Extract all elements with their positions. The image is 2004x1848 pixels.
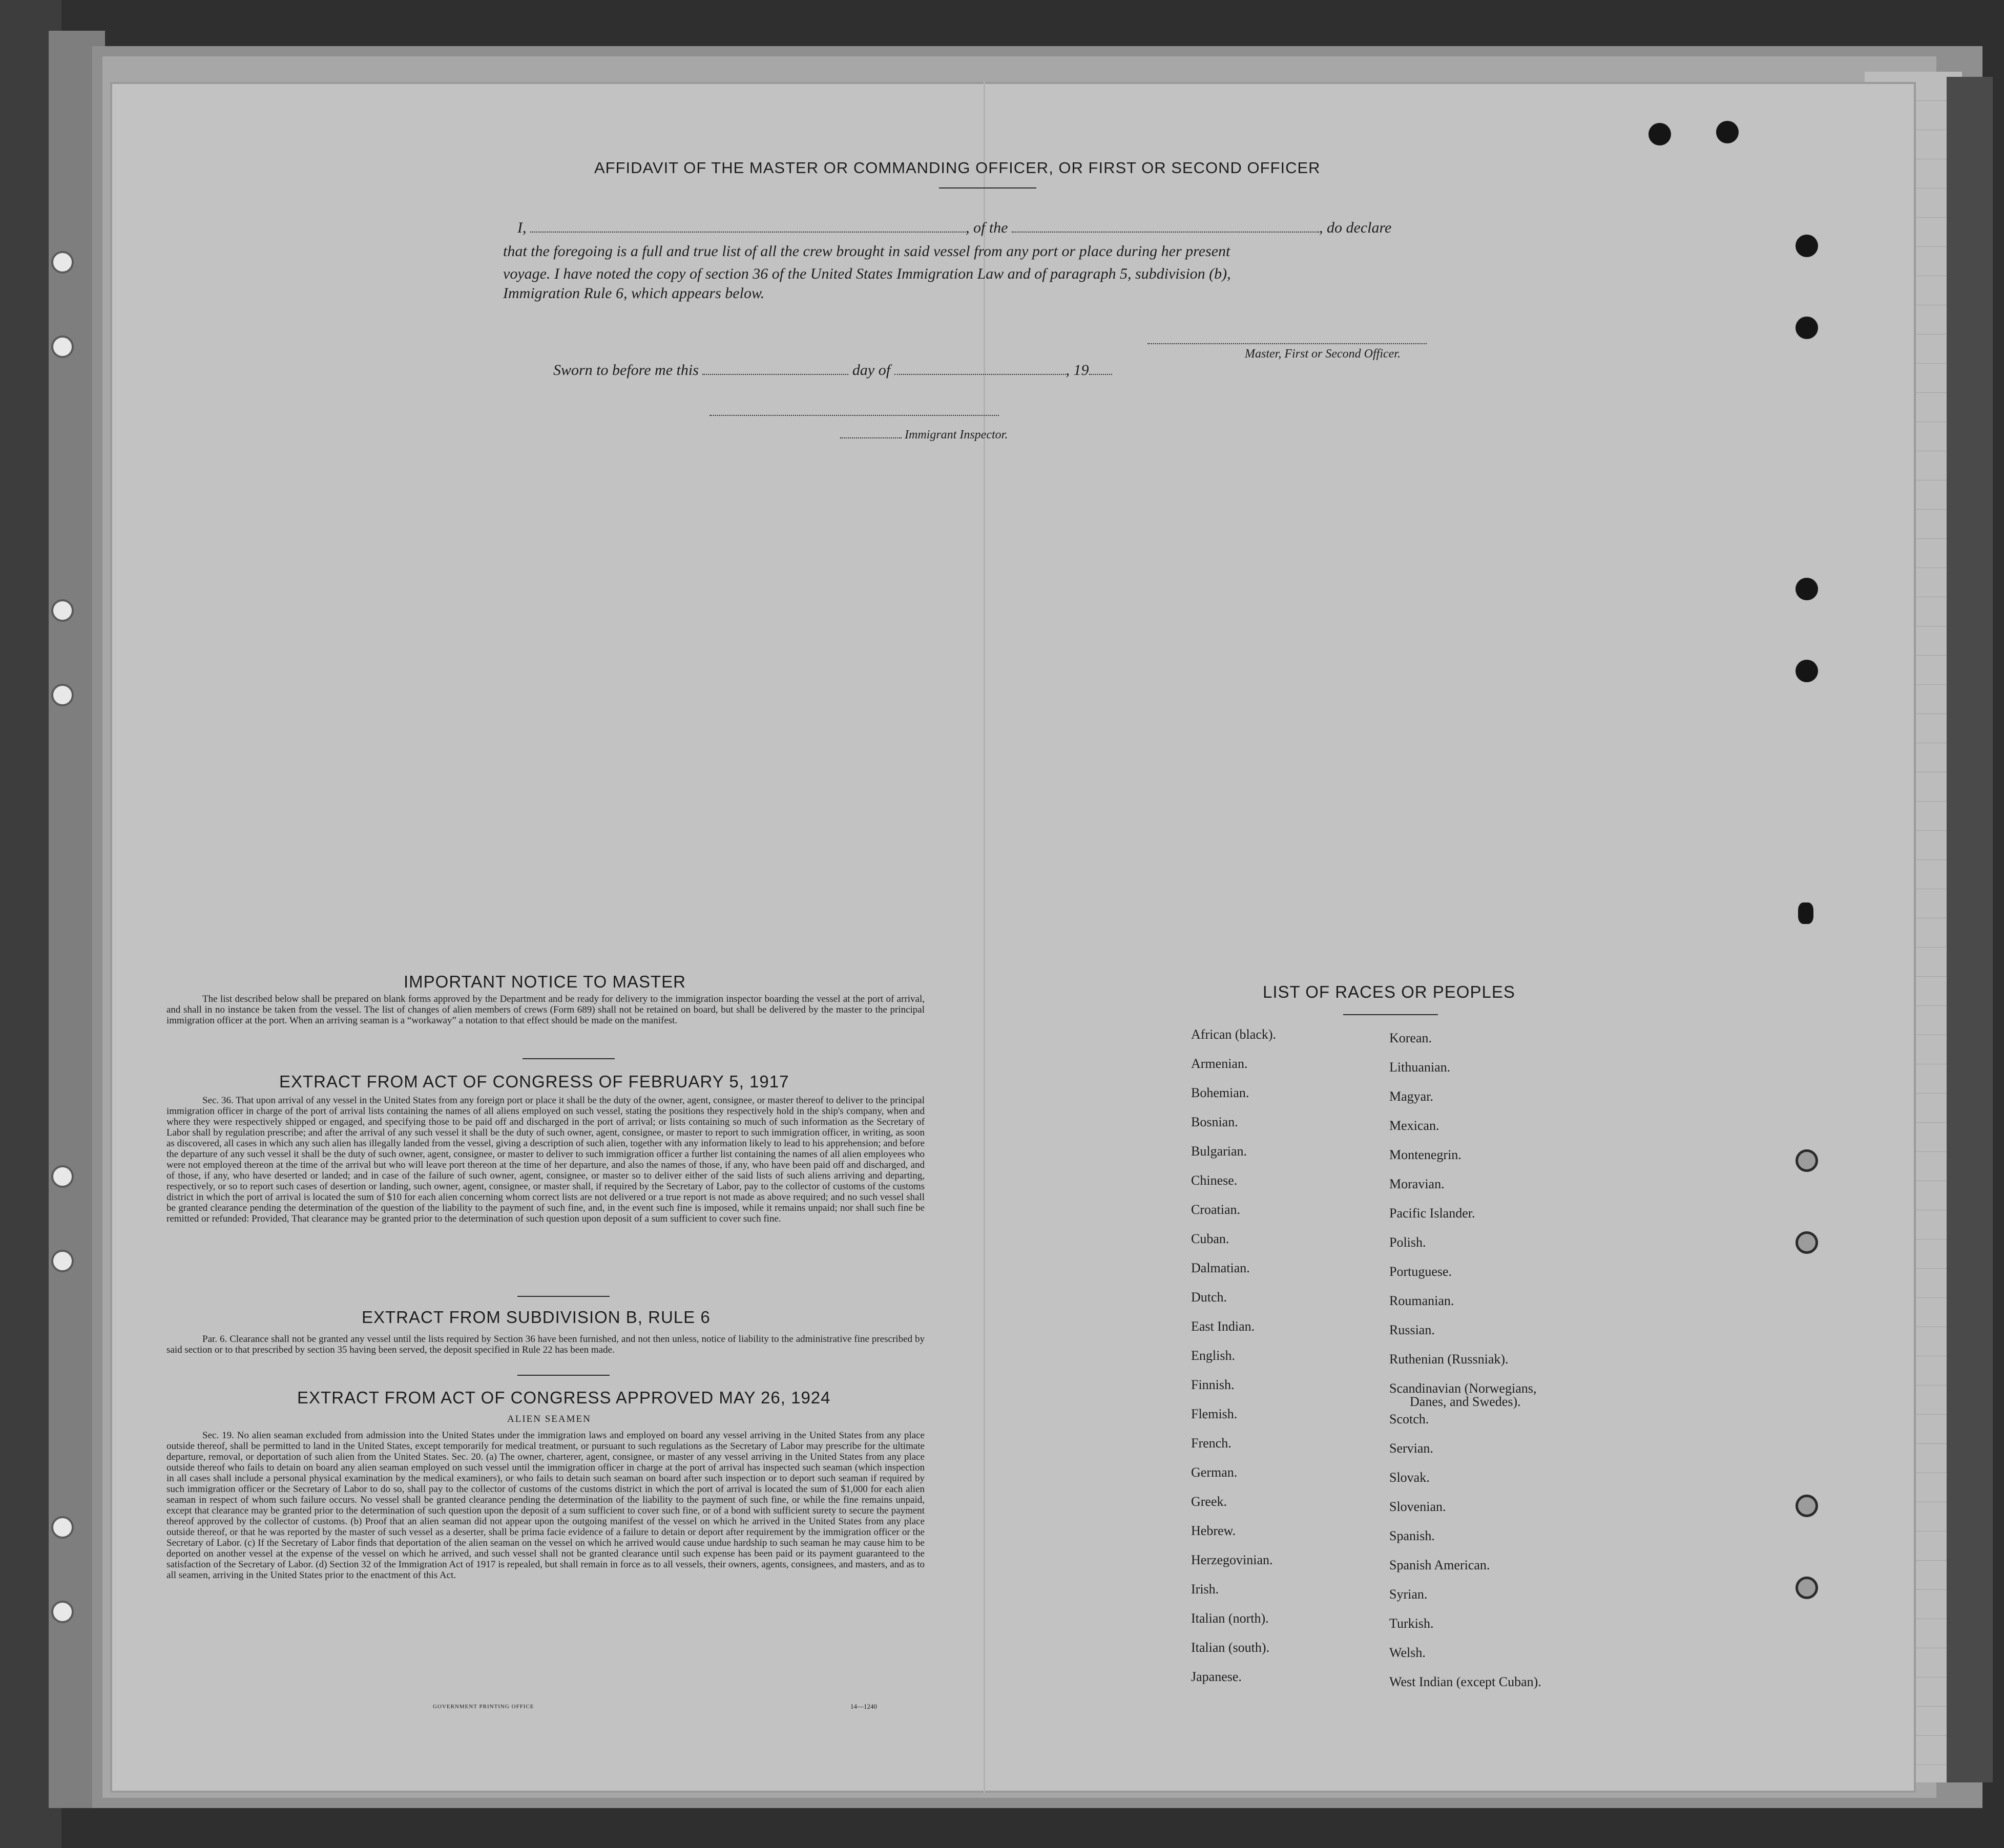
form-number: 14—1240 — [850, 1703, 877, 1710]
race-item: Ruthenian (Russniak). — [1389, 1352, 1509, 1367]
race-item: Finnish. — [1191, 1377, 1235, 1392]
inspector-label — [840, 428, 1008, 442]
race-item: Korean. — [1389, 1031, 1432, 1045]
binder-hole — [51, 1165, 74, 1188]
race-item: Polish. — [1389, 1235, 1426, 1250]
inspector-label-text: Immigrant Inspector. — [905, 428, 1008, 442]
extract-rule6-body: Par. 6. Clearance shall not be granted any vessel until the lists required by Section 36 have been furnished, and not then unless, notice of liability to the administrative fine prescribed by said section or to that prescribed by section 35 having been served, the deposit specified in Rule 22 has been made. — [166, 1334, 925, 1355]
race-item: Lithuanian. — [1389, 1060, 1451, 1075]
affidavit-line-3: voyage. I have noted the copy of section 36 of the United States Immigration Law and of paragraph 5, subdivision (b), — [503, 265, 1231, 282]
race-item: Italian (south). — [1191, 1640, 1270, 1655]
race-item: African (black). — [1191, 1027, 1277, 1042]
race-item: Cuban. — [1191, 1231, 1229, 1246]
master-signature-line[interactable] — [1147, 343, 1427, 344]
section-divider — [523, 1058, 615, 1059]
affidavit-of-the: , of the — [966, 219, 1008, 236]
race-item: Greek. — [1191, 1494, 1227, 1509]
race-item: Spanish American. — [1389, 1558, 1490, 1572]
race-item: Italian (north). — [1191, 1611, 1269, 1626]
race-item: Welsh. — [1389, 1645, 1426, 1660]
sworn-prefix: Sworn to before me this — [553, 362, 699, 379]
race-item: Herzegovinian. — [1191, 1552, 1273, 1567]
inspector-leader — [840, 434, 902, 438]
race-item: Turkish. — [1389, 1616, 1434, 1631]
race-item: Mexican. — [1389, 1118, 1439, 1133]
vessel-field[interactable] — [1012, 228, 1319, 233]
affidavit-title: AFFIDAVIT OF THE MASTER OR COMMANDING OFFICER, OR FIRST OR SECOND OFFICER — [594, 159, 1321, 177]
punch-hole — [1796, 235, 1818, 257]
race-item: Dutch. — [1191, 1290, 1227, 1305]
punch-hole — [1648, 123, 1671, 145]
race-item: Chinese. — [1191, 1173, 1238, 1188]
extract-1924-body: Sec. 19. No alien seaman excluded from admission into the United States under the immigration laws and employed on board any vessel arriving in the United States from any place outside thereof, shall be permitted to land in the United States, except temporarily for medical treatment, or pursuant to such regulations as the Secretary of Labor may prescribe for the ultimate departure, removal, or deportation of such alien from the United States. Sec. 20. (a) The owner, charterer, agent, consignee, or master of any vessel arriving in the United States from any place outside thereof who fails to detain on board any alien seaman employed on such vessel until the immigration officer in charge at the port of arrival has inspected such seaman (which inspection in all cases shall include a personal physical examination by the medical examiners), or who fails to detain such seaman on board after such inspection or to deport such seaman if required by such immigration officer or the Secretary of Labor to do so, shall pay to the collector of customs of the customs district in which the port of arrival is located the sum of $1,000 for each alien seaman in respect of whom such failure occurs. No vessel shall be granted clearance pending the determination of the liability to the payment of such fine, or while the fine remains unpaid, except that clearance may be granted prior to the determination of such question upon the deposit of a sum sufficient to cover such fine, or of a bond with sufficient surety to secure the payment thereof approved by the collector of customs. (b) Proof that an alien seaman did not appear upon the outgoing manifest of the vessel on which he arrived in the United States from any place outside thereof, or that he was reported by the master of such vessel as a deserter, shall be prima facie evidence of a failure to detain or deport after requirement by the immigration officer or the Secretary of Labor. (c) If the Secretary of Labor finds that deportation of the alien seaman on the vessel on which he arrived would cause undue hardship to such seaman he may cause him to be deported on another vessel at the expense of the vessel on which he arrived, and such vessel shall not be granted clearance until such expense has been paid or its payment guaranteed to the satisfaction of the Secretary of Labor. (d) Section 32 of the Immigration Act of 1917 is repealed, but shall remain in force as to all vessels, their owners, agents, consignees, and masters, and as to all seamen, arriving in the United States prior to the enactment of this Act. — [166, 1430, 925, 1581]
notice-title: IMPORTANT NOTICE TO MASTER — [404, 972, 686, 991]
sworn-day-of: day of — [852, 362, 891, 379]
binder-hole — [51, 251, 74, 274]
race-item: Hebrew. — [1191, 1523, 1236, 1538]
punch-hole — [1796, 317, 1818, 339]
binder-edge — [1947, 77, 1993, 1782]
race-item: Flemish. — [1191, 1406, 1238, 1421]
punch-hole — [1716, 121, 1739, 143]
extract-1924-title: EXTRACT FROM ACT OF CONGRESS APPROVED MAY 26, 1924 — [297, 1388, 831, 1407]
race-item: Scandinavian (Norwegians, — [1389, 1381, 1537, 1396]
race-item: Montenegrin. — [1389, 1147, 1462, 1162]
race-item: French. — [1191, 1436, 1231, 1451]
race-item: Bosnian. — [1191, 1115, 1238, 1129]
race-item: Dalmatian. — [1191, 1261, 1250, 1275]
sworn-year-field[interactable] — [1089, 371, 1112, 375]
master-label: Master, First or Second Officer. — [1245, 347, 1401, 361]
extract-1917-title: EXTRACT FROM ACT OF CONGRESS OF FEBRUARY 5, 1917 — [279, 1072, 789, 1091]
race-item: Slovak. — [1389, 1470, 1430, 1485]
punch-hole — [1796, 578, 1818, 600]
race-item: Irish. — [1191, 1582, 1219, 1597]
extract-1924-subtitle: ALIEN SEAMEN — [507, 1414, 591, 1424]
extract-rule6-title: EXTRACT FROM SUBDIVISION B, RULE 6 — [362, 1308, 711, 1327]
punch-hole — [1796, 1149, 1818, 1172]
race-item: Armenian. — [1191, 1056, 1248, 1071]
race-item: Scotch. — [1389, 1412, 1429, 1426]
inspector-signature-line[interactable] — [709, 415, 999, 416]
sworn-line — [553, 362, 1112, 379]
sworn-month-field[interactable] — [894, 371, 1066, 375]
affidavit-line-2: that the foregoing is a full and true list of all the crew brought in said vessel from any port or place during her present — [503, 243, 1230, 260]
race-item: Syrian. — [1389, 1587, 1428, 1602]
extract-1917-body: Sec. 36. That upon arrival of any vessel in the United States from any foreign port or place it shall be the duty of the owner, agent, consignee, or master thereof to deliver to the principal immigration officer in charge of the port of arrival lists containing the names of all aliens employed on such vessel, stating the positions they respectively hold in the ship's company, when and where they were respectively shipped or engaged, and specifying those to be paid off and discharged in the port of arrival; or lists containing so much of such information as the Secretary of Labor shall by regulation prescribe; and after the arrival of any such vessel it shall be the duty of such owner, agent, consignee, or master to report to such immigration officer, in writing, as soon as discovered, all cases in which any such alien has illegally landed from the vessel, giving a description of such alien, together with any information likely to lead to his apprehension; and before the departure of any such vessel it shall be the duty of such owner, agent, consignee, or master to deliver to such immigration officer a further list containing the names of all alien employees who were not employed thereon at the time of the arrival but who will leave port thereon at the time of her departure, and also the names of those, if any, who have been paid off and discharged, and of those, if any, who have deserted or landed; and in case of the failure of such owner, agent, consignee, or master so to deliver either of the said lists of such aliens arriving and departing, respectively, or so to report such cases of desertion or landing, such owner, agent, consignee, or master shall, if required by the Secretary of Labor, pay to the collector of customs of the customs district in which the port of arrival is located the sum of $10 for each alien concerning whom correct lists are not delivered or a true report is not made as above required; and no such vessel shall be granted clearance pending the determination of the question of the liability to the payment of such fine, and, in the event such fine is imposed, while it remains unpaid; nor shall such fine be remitted or refunded: Provided, That clearance may be granted prior to the determination of such question upon deposit of a sum sufficient to cover such fine. — [166, 1095, 925, 1224]
punch-hole — [1796, 1231, 1818, 1254]
notice-body: The list described below shall be prepared on blank forms approved by the Department and be ready for delivery to the immigration inspector boarding the vessel at the port of arrival, and shall in no instance be taken from the vessel. The list of changes of alien members of crews (Form 689) shall not be retained on board, but shall be delivered by the master to the principal immigration officer at the port. When an arriving seaman is a “workaway” a notation to that effect should be made on the manifest. — [166, 994, 925, 1026]
binder-hole — [51, 599, 74, 622]
section-divider — [517, 1296, 610, 1297]
race-item: Pacific Islander. — [1389, 1206, 1475, 1221]
sworn-day-field[interactable] — [702, 371, 848, 375]
race-item: Magyar. — [1389, 1089, 1433, 1104]
race-item: German. — [1191, 1465, 1238, 1480]
race-item: Moravian. — [1389, 1177, 1445, 1191]
affidavit-line-1 — [517, 219, 1391, 237]
binder-hole — [51, 1516, 74, 1539]
race-item-continuation: Danes, and Swedes). — [1410, 1394, 1521, 1409]
affidavit-declare: , do declare — [1319, 219, 1392, 236]
binder-hole — [51, 684, 74, 706]
title-divider — [939, 187, 1036, 188]
races-title: LIST OF RACES OR PEOPLES — [1263, 982, 1515, 1001]
race-item: Bulgarian. — [1191, 1144, 1247, 1159]
race-item: Roumanian. — [1389, 1293, 1454, 1308]
name-field[interactable] — [530, 228, 966, 233]
race-item: Croatian. — [1191, 1202, 1241, 1217]
binder-hole — [51, 1601, 74, 1623]
race-item: Servian. — [1389, 1441, 1433, 1456]
punch-hole — [1796, 660, 1818, 682]
binder-hole — [51, 1250, 74, 1272]
race-item: Portuguese. — [1389, 1264, 1452, 1279]
race-item: Japanese. — [1191, 1669, 1242, 1684]
sworn-year: , 19 — [1066, 362, 1089, 379]
race-item: East Indian. — [1191, 1319, 1255, 1334]
punch-hole — [1796, 1495, 1818, 1517]
page-fold — [984, 82, 985, 1793]
race-item: West Indian (except Cuban). — [1389, 1674, 1541, 1689]
race-item: Bohemian. — [1191, 1085, 1249, 1100]
race-item: Spanish. — [1389, 1528, 1435, 1543]
punch-hole — [1796, 1577, 1818, 1599]
affidavit-i: I, — [517, 219, 527, 236]
race-item: Slovenian. — [1389, 1499, 1446, 1514]
punch-hole — [1798, 902, 1813, 924]
section-divider — [517, 1375, 610, 1376]
race-item: English. — [1191, 1348, 1235, 1363]
printer-imprint: GOVERNMENT PRINTING OFFICE — [433, 1704, 534, 1710]
race-item: Russian. — [1389, 1322, 1435, 1337]
affidavit-line-4: Immigration Rule 6, which appears below. — [503, 285, 765, 302]
races-divider — [1343, 1014, 1438, 1015]
binder-hole — [51, 335, 74, 358]
